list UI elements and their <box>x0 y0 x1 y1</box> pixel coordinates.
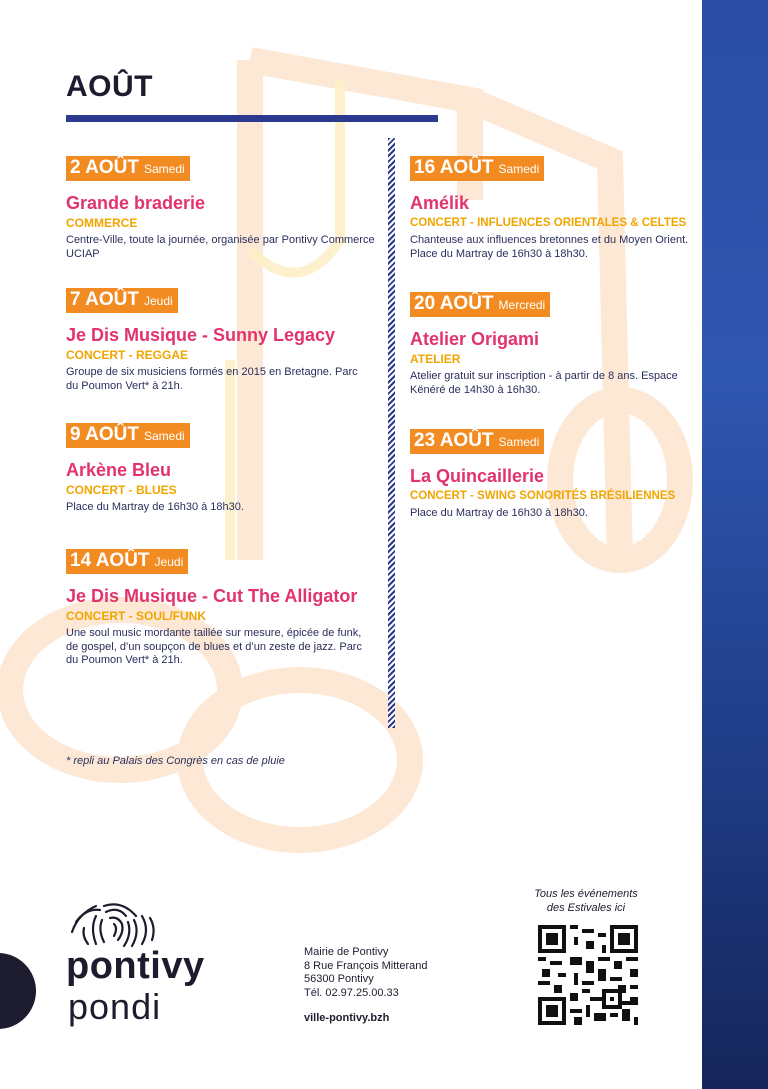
page-title: AOÛT <box>66 70 153 103</box>
event-day: Samedi <box>143 429 185 443</box>
logo-breton-wordmark: pondi <box>68 986 162 1027</box>
event-day: Mercredi <box>498 298 546 312</box>
right-decorative-band <box>702 0 768 1089</box>
event-date: 14 AOÛT <box>70 550 150 571</box>
event-description: Une soul music mordante taillée sur mesure, épicée de funk, de gospel, d’un soupçon de blues et d’un zeste de jazz. Parc du Poumon Vert* à 21h. <box>66 627 362 666</box>
rain-fallback-note: * repli au Palais des Congrès en cas de pluie <box>66 755 285 767</box>
event-category: ATELIER <box>410 352 461 366</box>
event-atelier-origami <box>410 292 700 397</box>
event-title: Grande braderie <box>66 193 206 213</box>
event-cut-the-alligator <box>66 549 376 668</box>
date-tag <box>410 292 550 317</box>
event-day: Samedi <box>498 162 540 176</box>
logo-wordmark: pontivy <box>66 945 205 987</box>
event-day: Jeudi <box>143 294 173 308</box>
event-description: Groupe de six musiciens formés en 2015 en Bretagne. Parc du Poumon Vert* à 21h. <box>66 366 358 392</box>
event-grande-braderie <box>66 156 376 261</box>
event-la-quincaillerie <box>410 429 700 521</box>
date-tag <box>66 549 188 574</box>
qr-caption-line: Tous les événements <box>534 888 638 900</box>
event-date: 2 AOÛT <box>70 157 139 178</box>
event-title: Amélik <box>410 193 470 213</box>
event-date: 7 AOÛT <box>70 289 139 310</box>
event-title: Je Dis Musique - Cut The Alligator <box>66 586 358 606</box>
event-title: La Quincaillerie <box>410 466 545 486</box>
date-tag <box>66 156 190 181</box>
event-title: Je Dis Musique - Sunny Legacy <box>66 325 336 345</box>
event-sunny-legacy <box>66 288 366 393</box>
event-category: COMMERCE <box>66 216 138 230</box>
event-date: 16 AOÛT <box>414 157 494 178</box>
website-link[interactable]: ville-pontivy.bzh <box>304 1012 390 1024</box>
event-category: CONCERT - REGGAE <box>66 348 189 362</box>
event-description: Place du Martray de 16h30 à 18h30. <box>66 501 244 513</box>
corner-circle-decoration <box>0 953 36 1029</box>
address-line: 8 Rue François Mitterand <box>304 959 428 972</box>
event-day: Jeudi <box>154 555 184 569</box>
column-divider <box>388 138 395 728</box>
address-line: 56300 Pontivy <box>304 973 374 985</box>
event-amelik <box>410 156 700 261</box>
event-category: CONCERT - SOUL/FUNK <box>66 609 206 623</box>
event-title: Atelier Origami <box>410 329 540 349</box>
town-hall-address <box>304 946 428 1000</box>
event-description: Centre-Ville, toute la journée, organisée par Pontivy Commerce UCIAP <box>66 234 375 260</box>
event-date: 9 AOÛT <box>70 424 139 445</box>
event-day: Samedi <box>143 162 185 176</box>
date-tag <box>410 429 544 454</box>
qr-code[interactable] <box>538 925 638 1025</box>
event-description: Atelier gratuit sur inscription - à partir de 8 ans. Espace Kënéré de 14h30 à 16h30. <box>410 370 678 396</box>
qr-caption-line: des Estivales ici <box>546 901 626 914</box>
date-tag <box>66 288 178 313</box>
address-line: Mairie de Pontivy <box>304 946 389 958</box>
address-phone: Tél. 02.97.25.00.33 <box>304 986 399 999</box>
pontivy-logo <box>66 902 256 1032</box>
event-category: CONCERT - SWING SONORITÉS BRÉSILIENNES <box>410 490 676 502</box>
event-description: Place du Martray de 16h30 à 18h30. <box>410 507 588 519</box>
event-title: Arkène Bleu <box>66 460 172 480</box>
title-underline <box>66 115 438 122</box>
date-tag <box>66 423 190 448</box>
event-description: Chanteuse aux influences bretonnes et du Moyen Orient. Place du Martray de 16h30 à 18h30. <box>410 234 689 260</box>
event-category: CONCERT - INFLUENCES ORIENTALES & CELTES <box>410 217 687 229</box>
qr-caption <box>520 888 652 915</box>
date-tag <box>410 156 544 181</box>
event-date: 20 AOÛT <box>414 293 494 314</box>
event-date: 23 AOÛT <box>414 430 494 451</box>
fingerprint-icon <box>66 902 166 948</box>
event-day: Samedi <box>498 435 540 449</box>
event-category: CONCERT - BLUES <box>66 483 177 497</box>
event-arkene-bleu <box>66 423 376 515</box>
